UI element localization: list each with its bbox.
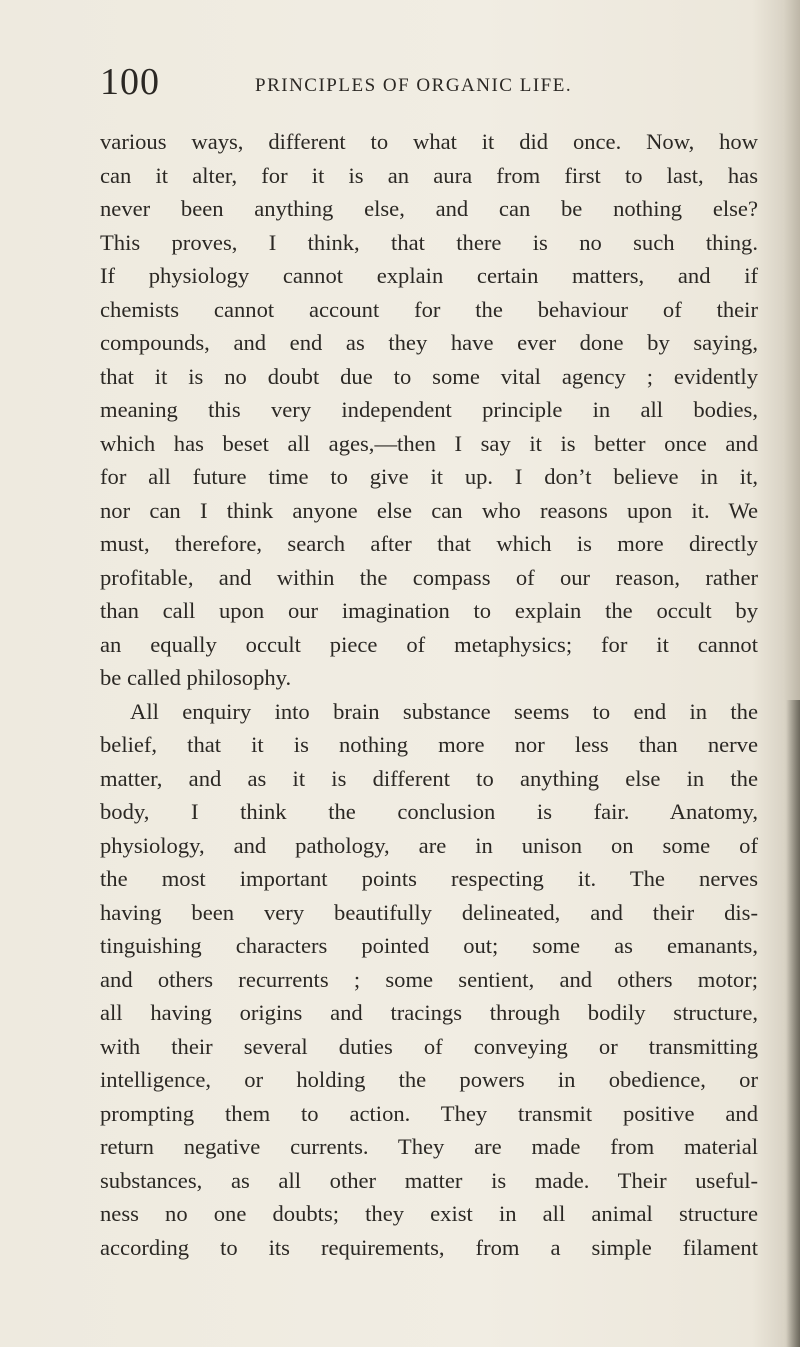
text-line: never been anything else, and can be nothing else? [100,196,758,221]
text-line: that it is no doubt due to some vital agency ; evidently [100,363,758,389]
text-line: can it alter, for it is an aura from first to last, has [100,162,758,188]
text-line: physiology, and pathology, are in unison on some of [100,832,758,858]
page-number: 100 [100,61,160,103]
text-line: be called philosophy. [100,665,292,690]
text-line: belief, that it is nothing more nor less than nerve [100,732,758,757]
text-line: intelligence, or holding the powers in obedience, or [100,1067,758,1092]
text-line: according to its requirements, from a simple filament [100,1234,758,1260]
text-line: ness no one doubts; they exist in all animal structure [100,1201,758,1226]
text-line: profitable, and within the compass of our reason, rather [100,564,758,590]
text-line: If physiology cannot explain certain matters, and if [100,263,758,288]
page-edge-shadow [786,700,800,1347]
text-line: the most important points respecting it. The nerves [100,866,758,891]
text-line: all having origins and tracings through bodily structure, [100,1000,758,1025]
text-line: meaning this very independent principle in all bodies, [100,397,758,422]
text-line: various ways, different to what it did once. Now, how [100,129,758,154]
text-line: which has beset all ages,—then I say it is better once and [100,430,758,456]
text-line: prompting them to action. They transmit positive and [100,1100,758,1126]
text-line: with their several duties of conveying or transmitting [100,1033,758,1059]
text-line: must, therefore, search after that which is more directly [100,531,758,556]
text-line: compounds, and end as they have ever done by saying, [100,330,758,355]
text-line: body, I think the conclusion is fair. Anatomy, [100,799,758,824]
text-line: chemists cannot account for the behaviour of their [100,296,758,322]
text-line: tinguishing characters pointed out; some as emanants, [100,933,758,958]
text-line: having been very beautifully delineated, and their dis- [100,899,758,925]
body-text [100,125,758,1264]
text-line: substances, as all other matter is made. Their useful- [100,1167,758,1193]
running-title: PRINCIPLES OF ORGANIC LIFE. [255,75,573,96]
text-line: an equally occult piece of metaphysics; for it cannot [100,631,758,657]
text-line: and others recurrents ; some sentient, and others motor; [100,966,758,992]
text-line: matter, and as it is different to anything else in the [100,765,758,791]
text-line: nor can I think anyone else can who reasons upon it. We [100,497,758,523]
paragraph-2 [100,695,758,1265]
page-header [100,62,720,102]
text-line: return negative currents. They are made from material [100,1134,758,1159]
text-line: This proves, I think, that there is no such thing. [100,229,758,255]
text-line: All enquiry into brain substance seems to end in the [130,698,758,724]
text-line: for all future time to give it up. I don’t believe in it, [100,464,758,489]
text-line: than call upon our imagination to explain the occult by [100,598,758,623]
paragraph-1 [100,125,758,695]
